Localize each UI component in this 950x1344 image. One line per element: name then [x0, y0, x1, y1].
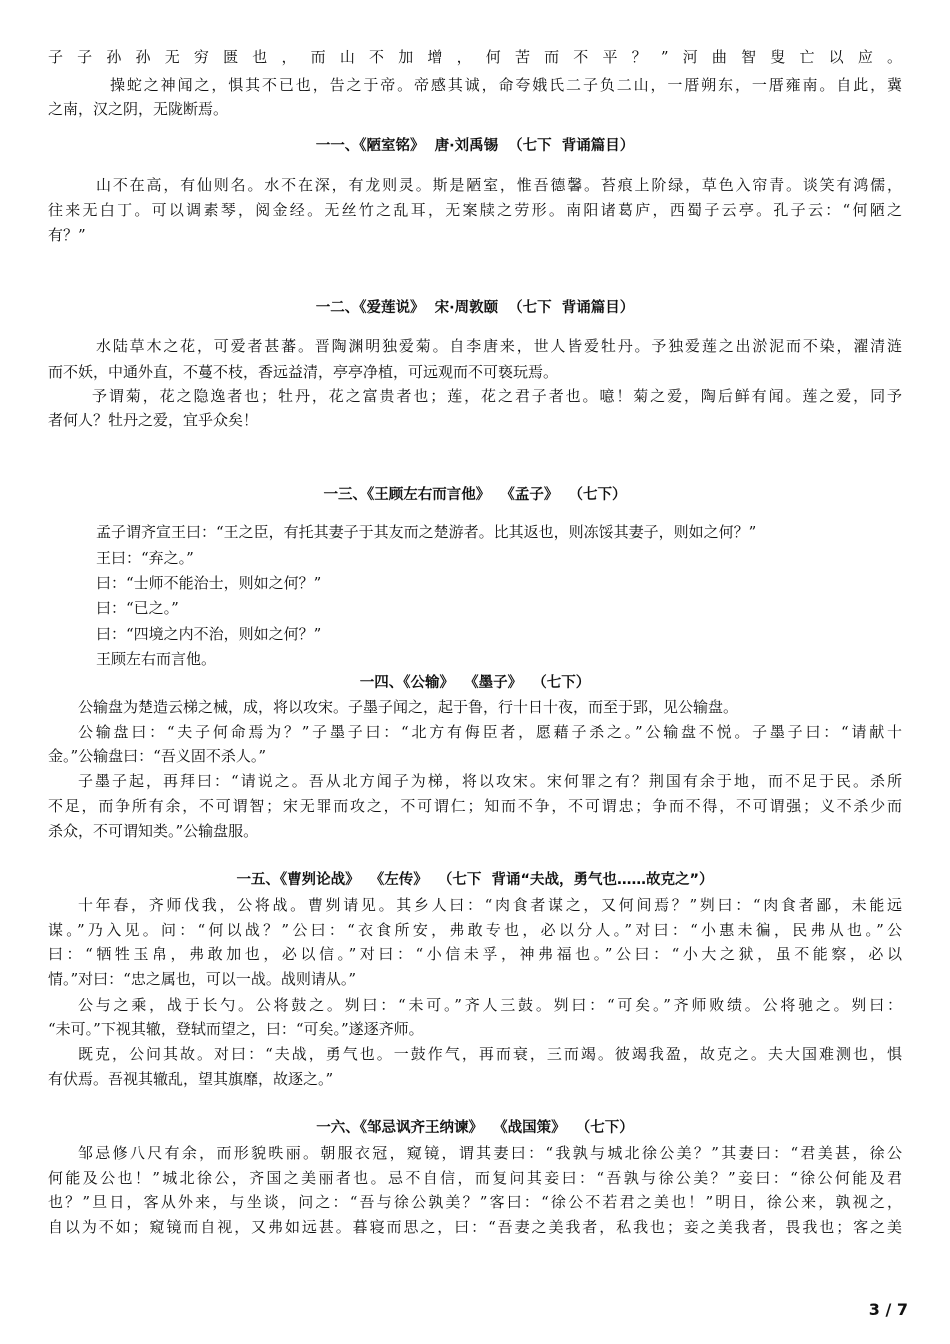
section-title: 一一、《陋室铭》 唐·刘禹锡 （七下 背诵篇目） — [315, 138, 635, 154]
text-line: 何能及公也！”城北徐公，齐国之美丽者也。忌不自信，而复问其妾曰：“吾孰与徐公美？”妾曰：“徐公何能及君 — [48, 1169, 902, 1187]
text-line: 王顾左右而言他。 — [96, 650, 217, 668]
text-line: 曰：“牺牲玉帛，弗敢加也，必以信。”对曰：“小信未孚，神弗福也。”公曰：“小大之狱，虽不能察，必以 — [48, 945, 902, 963]
text-line: 子子孙孙无穷匮也，而山不加增，何苦而不平？”河曲智叟亡以应。 — [48, 48, 902, 66]
page-number: 3 / 7 — [868, 1300, 908, 1319]
text-line: 有伏焉。吾视其辙乱，望其旗靡，故逐之。” — [48, 1070, 334, 1088]
text-line: 邹忌修八尺有余，而形貌昳丽。朝服衣冠，窥镜，谓其妻曰：“我孰与城北徐公美？”其妻曰：“君美甚，徐公 — [78, 1144, 902, 1162]
text-line: 王曰：“弃之。” — [96, 549, 194, 567]
text-line: 不足，而争所有余，不可谓智；宋无罪而攻之，不可谓仁；知而不争，不可谓忠；争而不得，不可谓强；义不杀少而 — [48, 797, 902, 815]
section-title: 一三、《王顾左右而言他》 《孟子》 （七下） — [323, 487, 627, 503]
text-line: 往来无白丁。可以调素琴，阅金经。无丝竹之乱耳，无案牍之劳形。南阳诸葛庐，西蜀子云亭。孔子云：“何陋之 — [48, 201, 902, 219]
text-line: 水陆草木之花，可爱者甚蕃。晋陶渊明独爱菊。自李唐来，世人皆爱牡丹。予独爱莲之出淤泥而不染，濯清涟 — [96, 337, 902, 355]
text-line: 曰：“士师不能治士，则如之何？” — [96, 574, 322, 592]
text-line: 有？” — [48, 226, 86, 244]
text-line: 孟子谓齐宣王曰：“王之臣，有托其妻子于其友而之楚游者。比其返也，则冻馁其妻子，则如之何？” — [96, 523, 757, 541]
text-line: “未可。”下视其辙，登轼而望之，曰：“可矣。”遂逐齐师。 — [48, 1020, 424, 1038]
text-line: 也？”旦日，客从外来，与坐谈，问之：“吾与徐公孰美？”客曰：“徐公不若君之美也！”明日，徐公来，孰视之， — [48, 1193, 902, 1211]
text-line: 公输盘为楚造云梯之械，成，将以攻宋。子墨子闻之，起于鲁，行十日十夜，而至于郢，见公输盘。 — [78, 698, 739, 716]
text-line: 者何人？牡丹之爱，宜乎众矣！ — [48, 411, 259, 429]
text-line: 曰：“四境之内不治，则如之何？” — [96, 625, 322, 643]
text-line: 而不妖，中通外直，不蔓不枝，香远益清，亭亭净植，可远观而不可亵玩焉。 — [48, 363, 559, 381]
text-line: 公输盘曰：“夫子何命焉为？”子墨子曰：“北方有侮臣者，愿藉子杀之。”公输盘不悦。子墨子曰：“请献十 — [78, 723, 902, 741]
text-line: 杀众，不可谓知类。”公输盘服。 — [48, 822, 259, 840]
text-line: 之南，汉之阴，无陇断焉。 — [48, 100, 229, 118]
text-line: 谋。”乃入见。问：“何以战？”公曰：“衣食所安，弗敢专也，必以分人。”对曰：“小惠未徧，民弗从也。”公 — [48, 921, 902, 939]
text-line: 山不在高，有仙则名。水不在深，有龙则灵。斯是陋室，惟吾德馨。苔痕上阶绿，草色入帘青。谈笑有鸿儒， — [96, 176, 902, 194]
text-line: 金。”公输盘曰：“吾义固不杀人。” — [48, 747, 267, 765]
text-line: 曰：“已之。” — [96, 599, 179, 617]
text-line: 公与之乘，战于长勺。公将鼓之。刿曰：“未可。”齐人三鼓。刿曰：“可矣。”齐师败绩。公将驰之。刿曰： — [78, 996, 902, 1014]
section-title: 一六、《邹忌讽齐王纳谏》 《战国策》 （七下） — [316, 1120, 634, 1136]
text-line: 十年春，齐师伐我，公将战。曹刿请见。其乡人曰：“肉食者谋之，又何间焉？”刿曰：“肉食者鄙，未能远 — [78, 896, 902, 914]
text-line: 操蛇之神闻之，惧其不已也，告之于帝。帝感其诚，命夸娥氏二子负二山，一厝朔东，一厝雍南。自此，冀 — [110, 76, 902, 94]
section-title: 一二、《爱莲说》 宋·周敦颐 （七下 背诵篇目） — [315, 300, 635, 316]
text-line: 情。”对曰：“忠之属也，可以一战。战则请从。” — [48, 970, 357, 988]
text-line: 既克，公问其故。对曰：“夫战，勇气也。一鼓作气，再而衰，三而竭。彼竭我盈，故克之。夫大国难测也，惧 — [78, 1045, 902, 1063]
text-line: 予谓菊，花之隐逸者也；牡丹，花之富贵者也；莲，花之君子者也。噫！菊之爱，陶后鲜有闻。莲之爱，同予 — [92, 387, 902, 405]
text-line: 自以为不如；窥镜而自视，又弗如远甚。暮寝而思之，曰：“吾妻之美我者，私我也；妾之美我者，畏我也；客之美 — [48, 1218, 902, 1236]
section-title: 一五、《曹刿论战》 《左传》 （七下 背诵“夫战，勇气也……故克之”） — [236, 872, 714, 888]
section-title: 一四、《公输》 《墨子》 （七下） — [359, 675, 591, 691]
text-line: 子墨子起，再拜曰：“请说之。吾从北方闻子为梯，将以攻宋。宋何罪之有？荆国有余于地，而不足于民。杀所 — [78, 772, 902, 790]
